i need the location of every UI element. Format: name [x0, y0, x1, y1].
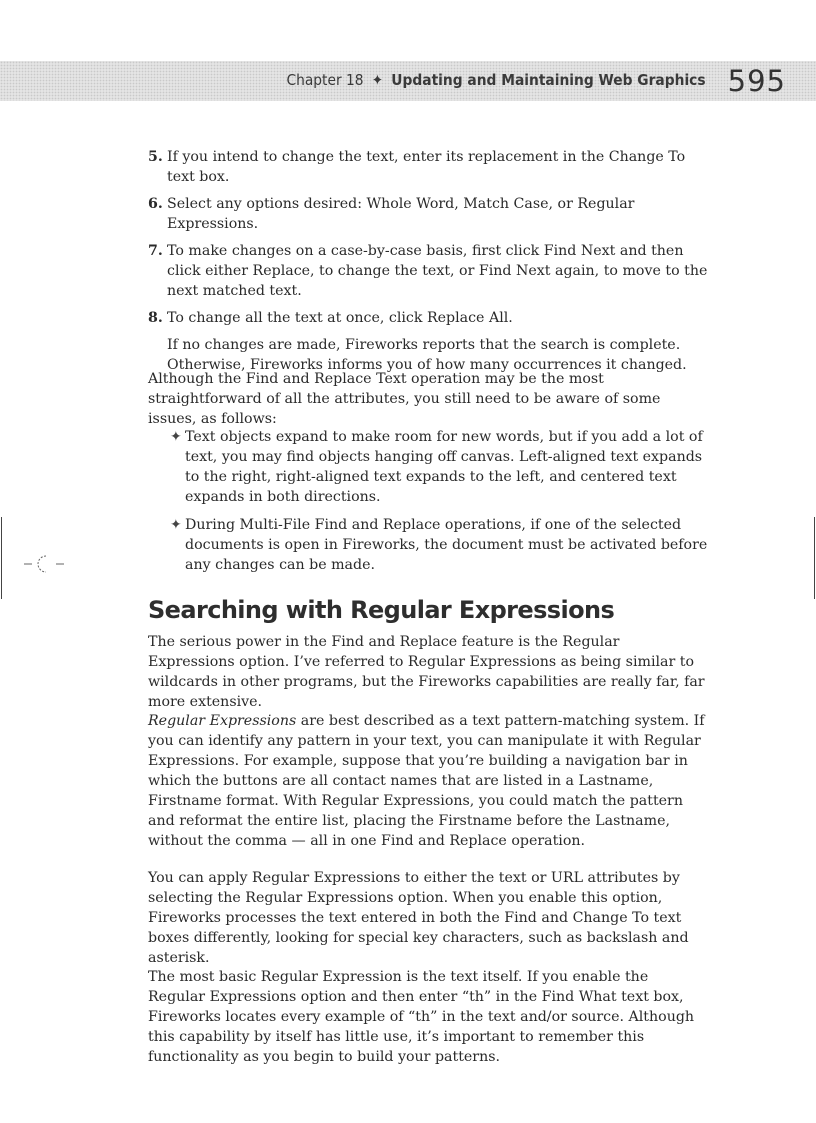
step-text: If you intend to change the text, enter its replacement in the Change To text box.	[167, 149, 686, 185]
step-text: Select any options desired: Whole Word, Match Case, or Regular Expressions.	[167, 196, 635, 232]
body-paragraph: You can apply Regular Expressions to either the text or URL attributes by selecting the Regular Expressions option. When you enable this option, Fireworks processes the text entered in both the Find and Change To text boxes differently, looking for special key characters, such as backslash and asterisk.	[148, 870, 689, 966]
bullet-text: Text objects expand to make room for new words, but if you add a lot of text, you may find objects hanging off canvas. Left-aligned text expands to the right, right-aligned text expands to the left, and centered text expands in both directions.	[185, 429, 703, 505]
step-number: 7.	[148, 243, 163, 259]
list-item	[148, 147, 708, 187]
list-item	[148, 308, 708, 328]
chapter-title: Updating and Maintaining Web Graphics	[391, 71, 706, 89]
body-paragraph	[148, 711, 708, 851]
margin-rule-right	[814, 517, 815, 599]
list-item	[148, 194, 708, 234]
step-text: To change all the text at once, click Replace All.	[167, 310, 513, 326]
bullet-icon: ✦	[170, 429, 182, 445]
step-text: To make changes on a case-by-case basis, first click Find Next and then click either Replace, to change the text, or Find Next again, to move to the next matched text.	[167, 243, 708, 299]
defined-term: Regular Expressions	[148, 713, 297, 729]
numbered-steps	[148, 147, 708, 375]
body-paragraph: The serious power in the Find and Replace feature is the Regular Expressions option. I’ve referred to Regular Expressions as being similar to wildcards in other programs, but the Fireworks capabilities are really far, far more extensive.	[148, 634, 705, 710]
bullet-text: During Multi-File Find and Replace operations, if one of the selected documents is open in Fireworks, the document must be activated before any changes can be made.	[185, 517, 708, 573]
registration-mark-icon	[24, 552, 64, 576]
intro-paragraph: Although the Find and Replace Text operation may be the most straightforward of all the attributes, you still need to be aware of some issues, as follows:	[148, 371, 661, 427]
running-head	[287, 71, 706, 89]
chapter-label: Chapter 18	[286, 71, 364, 89]
step-note: If no changes are made, Fireworks reports that the search is complete. Otherwise, Fireworks informs you of how many occurrences it changed.	[167, 337, 687, 373]
list-item	[170, 427, 710, 507]
paragraph-text: are best described as a text pattern-matching system. If you can identify any pattern in your text, you can manipulate it with Regular Expressions. For example, suppose that you’re building a navigation bar in which the buttons are all contact names that are listed in a Lastname, Firstname format. With Regular Expressions, you could match the pattern and reformat the entire list, placing the Firstname before the Lastname, without the comma — all in one Find and Replace operation.	[148, 713, 705, 849]
bullet-list	[170, 427, 710, 583]
body-paragraph: The most basic Regular Expression is the text itself. If you enable the Regular Expressions option and then enter “th” in the Find What text box, Fireworks locates every example of “th” in the text and/or source. Although this capability by itself has little use, it’s important to remember this functionality as you begin to build your patterns.	[148, 969, 695, 1065]
margin-rule-left	[1, 517, 2, 599]
page-number: 595	[727, 64, 786, 98]
step-number: 6.	[148, 196, 163, 212]
list-item	[170, 515, 710, 575]
bullet-icon: ✦	[170, 517, 182, 533]
list-item	[148, 241, 708, 301]
separator-icon: ✦	[372, 71, 384, 89]
section-heading: Searching with Regular Expressions	[148, 596, 615, 624]
step-number: 8.	[148, 310, 163, 326]
step-number: 5.	[148, 149, 163, 165]
